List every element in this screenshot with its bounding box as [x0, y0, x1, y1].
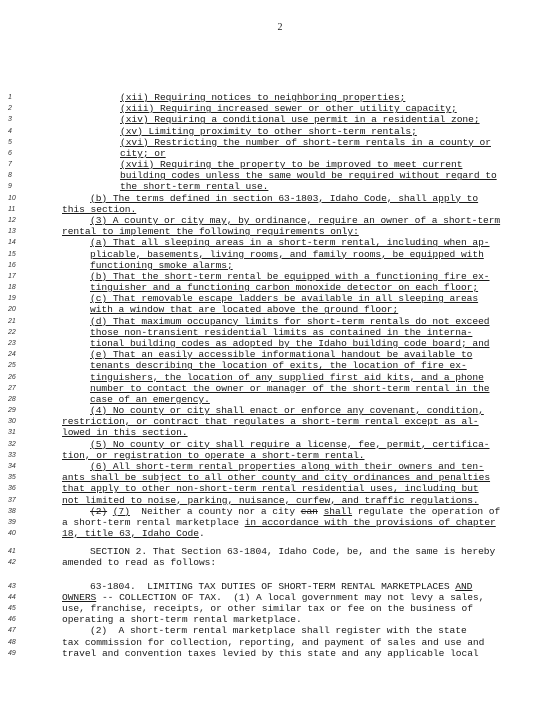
line-text: tax commission for collection, reporting, and payment of sales and use and — [62, 636, 485, 648]
line-text: operating a short-term rental marketplace. — [62, 614, 302, 626]
line-text: (b) That the short-term rental be equipped with a functioning fire ex- — [90, 270, 490, 282]
line-number: 12 — [8, 217, 16, 224]
line-number: 36 — [8, 485, 16, 493]
line-text: amended to read as follows: — [62, 557, 217, 569]
line-text: (b) The terms defined in section 63-1803, Idaho Code, shall apply to — [90, 192, 479, 204]
line-number: 30 — [8, 418, 16, 426]
line-number: 1 — [8, 94, 12, 101]
document-line — [0, 271, 560, 282]
document-line — [0, 614, 560, 625]
line-text: use, franchise, receipts, or other similar tax or fee on the business of — [62, 602, 473, 614]
line-number: 13 — [8, 228, 16, 236]
line-text: SECTION 2. That Section 63-1804, Idaho Code, be, and the same is hereby — [90, 546, 496, 558]
line-number: 18 — [8, 284, 16, 292]
document-line — [0, 360, 560, 371]
document-line — [0, 461, 560, 472]
line-text: tinguishers, the location of any supplied first aid kits, and a phone — [90, 371, 484, 383]
document-line — [0, 349, 560, 360]
line-number: 40 — [8, 530, 16, 537]
line-number: 45 — [8, 604, 16, 612]
line-text — [90, 506, 500, 517]
line-text: those non-transient residential limits as contained in the interna- — [90, 326, 473, 338]
line-number: 46 — [8, 616, 16, 624]
inserted-text: (7) — [112, 505, 130, 517]
line-text: functioning smoke alarms; — [90, 259, 233, 271]
line-number: 29 — [8, 407, 16, 414]
line-text: (5) No county or city shall require a license, fee, permit, certifica- — [90, 438, 490, 450]
document-line — [0, 372, 560, 383]
line-text: plicable, basements, living rooms, and family rooms, be equipped with — [90, 248, 484, 260]
document-line — [0, 316, 560, 327]
document-line — [0, 327, 560, 338]
line-number: 11 — [8, 205, 16, 213]
line-number: 10 — [8, 194, 16, 202]
line-number: 31 — [8, 429, 16, 437]
line-text: rental to implement the following requirements only: — [62, 226, 359, 238]
document-line — [0, 450, 560, 461]
document-line — [0, 427, 560, 438]
line-text: case of an emergency. — [90, 393, 210, 405]
line-number: 39 — [8, 518, 16, 526]
document-line — [0, 293, 560, 304]
line-text: tion, or registration to operate a short-term rental. — [62, 449, 365, 461]
inserted-text: AND — [455, 580, 473, 592]
line-number: 15 — [8, 250, 16, 258]
line-text: (d) That maximum occupancy limits for short-term rentals do not exceed — [90, 315, 490, 327]
line-number: 47 — [8, 627, 16, 635]
document-line — [0, 439, 560, 450]
document-line — [0, 394, 560, 405]
document-line — [0, 592, 560, 603]
line-number: 41 — [8, 548, 16, 556]
inserted-text: in accordance with the provisions of chapter — [244, 516, 496, 528]
document-line — [0, 383, 560, 394]
document-line — [0, 416, 560, 427]
struck-text: (2) — [90, 505, 108, 517]
line-text: (a) That all sleeping areas in a short-term rental, including when ap- — [90, 237, 490, 249]
inserted-text: OWNERS — [62, 591, 97, 603]
document-line — [0, 204, 560, 215]
line-text: (c) That removable escape ladders be available in all sleeping areas — [90, 293, 479, 305]
document-line — [0, 472, 560, 483]
document-line — [0, 92, 560, 103]
document-line — [0, 603, 560, 614]
document-line — [0, 637, 560, 648]
line-number: 2 — [8, 105, 12, 113]
document-line — [0, 226, 560, 237]
line-text — [62, 592, 484, 603]
line-text: tenants describing the location of exits, the location of fire ex- — [90, 360, 467, 372]
line-text: this section. — [62, 203, 137, 215]
line-text — [62, 517, 496, 528]
line-number: 28 — [8, 395, 16, 403]
line-text: (3) A county or city may, by ordinance, require an owner of a short-term — [90, 215, 501, 226]
line-text: (xiv) Requiring a conditional use permit in a residential zone; — [120, 114, 480, 126]
document-line — [0, 260, 560, 271]
line-number: 37 — [8, 496, 16, 504]
struck-text: can — [300, 505, 318, 517]
document-line — [0, 304, 560, 315]
line-number: 33 — [8, 451, 16, 459]
inserted-text: 18, title 63, Idaho Code — [62, 528, 199, 539]
text-run: regulate the operation of — [352, 505, 501, 517]
line-text: (xv) Limiting proximity to other short-term rentals; — [120, 125, 417, 137]
text-run: . — [198, 528, 205, 539]
line-text: the short-term rental use. — [120, 181, 269, 193]
line-text: (6) All short-term rental properties along with their owners and ten- — [90, 460, 484, 472]
document-line — [0, 546, 560, 557]
line-number: 24 — [8, 351, 16, 359]
line-text: restriction, or contract that regulates a short-term rental except as al- — [62, 416, 479, 428]
line-text: lowed in this section. — [62, 427, 188, 439]
line-text: (e) That an easily accessible informational handout be available to — [90, 349, 473, 361]
line-number: 17 — [8, 272, 16, 280]
document-line — [0, 528, 560, 539]
text-run: Neither a county nor a city — [129, 505, 301, 517]
document-line — [0, 193, 560, 204]
line-number: 43 — [8, 582, 16, 590]
document-line — [0, 517, 560, 528]
document-line — [0, 126, 560, 137]
document-line — [0, 181, 560, 192]
line-number: 44 — [8, 593, 16, 601]
line-number: 22 — [8, 328, 16, 336]
inserted-text: shall — [323, 505, 353, 517]
line-text: (xiii) Requiring increased sewer or other utility capacity; — [120, 103, 457, 115]
document-line — [0, 215, 560, 226]
document-line — [0, 103, 560, 114]
line-number: 32 — [8, 440, 16, 448]
document-line — [0, 159, 560, 170]
line-text: number to contact the owner or manager of the short-term rental in the — [90, 382, 490, 394]
text-run: a short-term rental marketplace — [62, 516, 245, 528]
line-text: (2) A short-term rental marketplace shall register with the state — [90, 625, 467, 637]
line-number: 20 — [8, 306, 16, 314]
line-text: that apply to other non-short-term rental residential uses, including but — [62, 483, 479, 495]
line-number: 16 — [8, 261, 16, 269]
line-number: 38 — [8, 507, 16, 515]
line-text: travel and convention taxes levied by this state and any applicable local — [62, 647, 479, 659]
line-text: (xvii) Requiring the property to be improved to meet current — [120, 159, 463, 171]
line-number: 21 — [8, 317, 16, 325]
document-line — [0, 282, 560, 293]
line-number: 9 — [8, 183, 12, 191]
document-line — [0, 148, 560, 159]
line-text: city; or — [120, 147, 166, 159]
line-number: 14 — [8, 239, 16, 247]
document-line — [0, 483, 560, 494]
page-number: 2 — [277, 22, 283, 33]
line-number: 6 — [8, 149, 12, 157]
line-number: 8 — [8, 172, 12, 180]
line-text: building codes unless the same would be required without regard to — [120, 170, 497, 182]
line-text: (xii) Requiring notices to neighboring properties; — [120, 92, 406, 103]
document-line — [0, 495, 560, 506]
line-text: (4) No county or city shall enact or enforce any covenant, condition, — [90, 405, 484, 416]
text-run: -- COLLECTION OF TAX. (1) A local government may not levy a sales, — [96, 591, 485, 603]
line-text: not limited to noise, parking, nuisance, curfew, and traffic regulations. — [62, 494, 479, 506]
document-line — [0, 405, 560, 416]
document-line — [0, 557, 560, 568]
line-text: tinguisher and a functioning carbon monoxide detector on each floor; — [90, 282, 479, 294]
line-text: (xvi) Restricting the number of short-term rentals in a county or — [120, 136, 491, 148]
document-line — [0, 237, 560, 248]
line-text — [90, 581, 472, 592]
text-run: 63-1804. LIMITING TAX DUTIES OF SHORT-TERM RENTAL MARKETPLACES — [90, 580, 456, 592]
document-line — [0, 249, 560, 260]
line-number: 19 — [8, 295, 16, 303]
document-line — [0, 114, 560, 125]
line-text: ants shall be subject to all other county and city ordinances and penalties — [62, 472, 491, 484]
line-number: 27 — [8, 384, 16, 392]
line-number: 25 — [8, 362, 16, 370]
line-text: with a window that are located above the ground floor; — [90, 304, 399, 316]
line-number: 7 — [8, 161, 12, 169]
document-line — [0, 170, 560, 181]
line-text: tional building codes as adopted by the Idaho building code board; and — [90, 338, 490, 349]
document-line — [0, 648, 560, 659]
line-number: 34 — [8, 462, 16, 470]
line-number: 49 — [8, 649, 16, 657]
line-number: 42 — [8, 559, 16, 567]
document-line — [0, 137, 560, 148]
line-number: 35 — [8, 474, 16, 482]
line-text — [62, 528, 205, 539]
line-number: 48 — [8, 638, 16, 646]
document-line — [0, 581, 560, 592]
line-number: 23 — [8, 340, 16, 347]
line-number: 3 — [8, 116, 12, 124]
document-line — [0, 625, 560, 636]
document-line — [0, 338, 560, 349]
document-line — [0, 506, 560, 517]
line-number: 4 — [8, 127, 12, 135]
line-number: 26 — [8, 373, 16, 381]
line-number: 5 — [8, 138, 12, 146]
